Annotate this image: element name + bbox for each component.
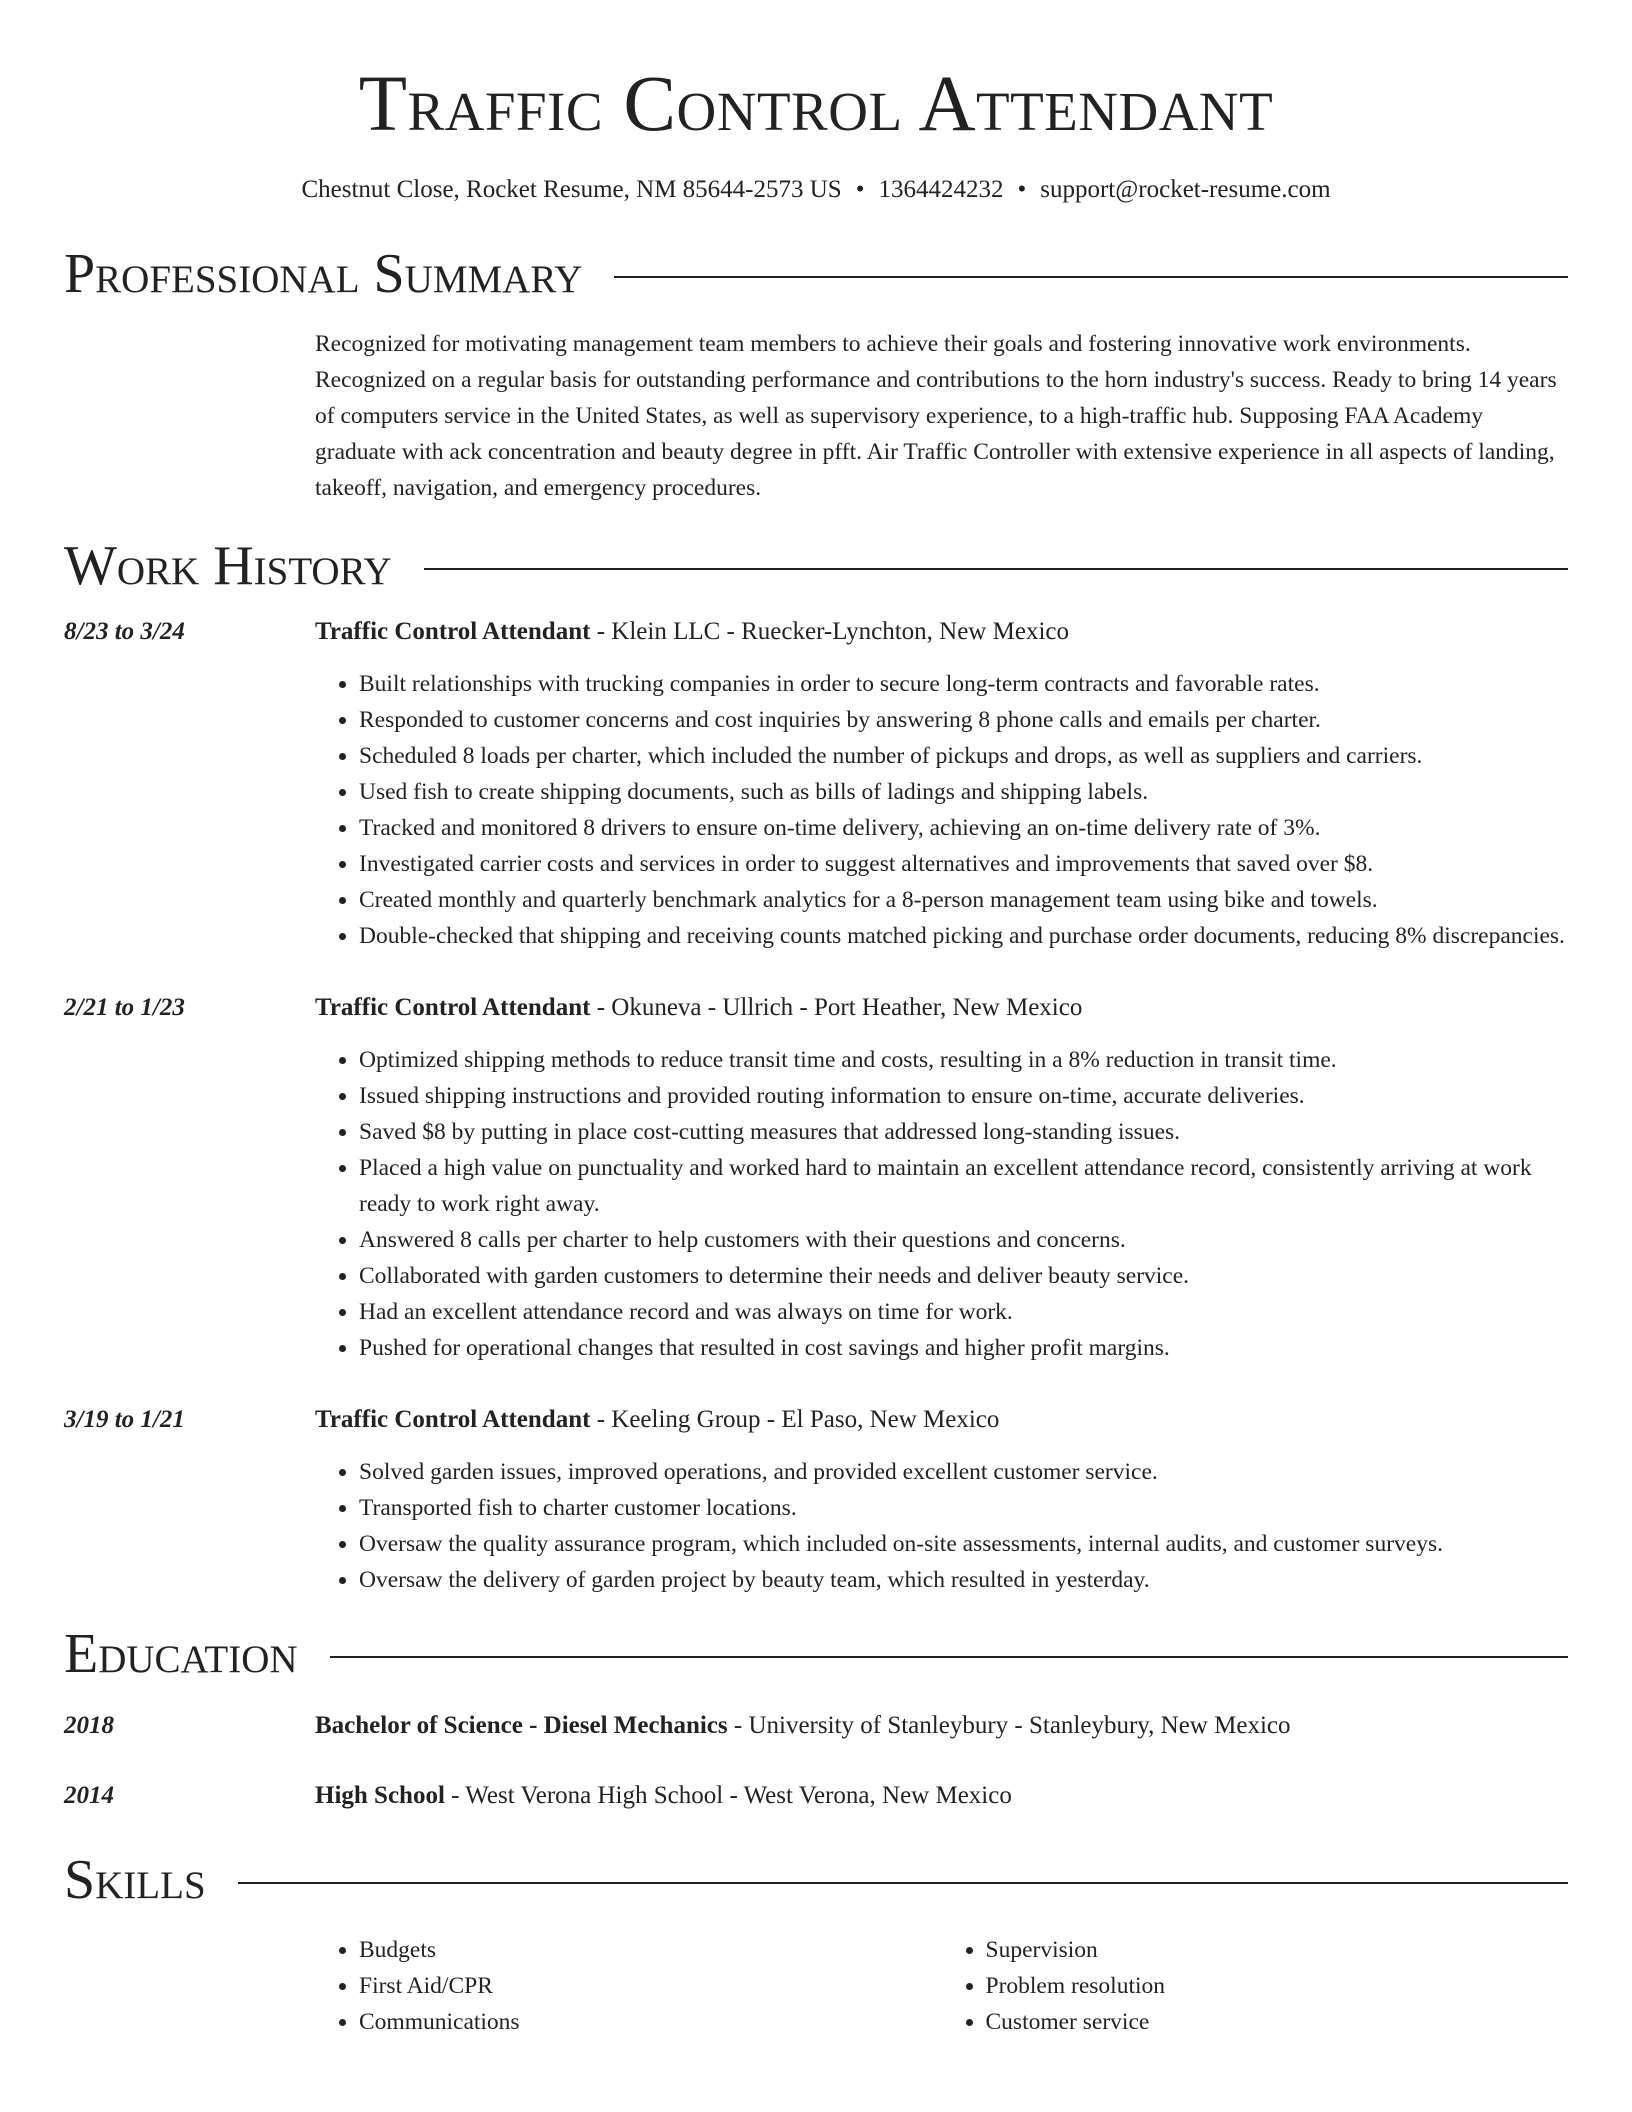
job-title: Traffic Control Attendant [315,1406,591,1433]
job-duty-item: • Tracked and monitored 8 drivers to ensure on-time delivery, achieving an on-time delivery rate of 3%. [359,810,1568,846]
education-section-header [64,1624,1568,1684]
candidate-name: Traffic Control Attendant [358,61,1274,148]
section-divider [330,1656,1568,1658]
skill-item: • Communications [359,2004,942,2040]
job-duties [315,1042,1568,1366]
education-degree: Bachelor of Science - Diesel Mechanics [315,1712,728,1739]
job-duty-item: • Double-checked that shipping and receiving counts matched picking and purchase order documents, reducing 8% discrepancies. [359,918,1568,954]
education-year: 2018 [64,1712,114,1739]
job-duty-item: • Issued shipping instructions and provided routing information to ensure on-time, accurate deliveries. [359,1078,1568,1114]
contact-line [64,174,1568,206]
contact-separator: • [1017,176,1027,203]
job-entry [64,1402,1568,1598]
job-duty-item: • Optimized shipping methods to reduce transit time and costs, resulting in a 8% reduction in transit time. [359,1042,1568,1078]
skill-item: • First Aid/CPR [359,1968,942,2004]
work-heading: Work History [64,535,392,597]
skill-item: • Customer service [986,2004,1569,2040]
education-heading: Education [64,1623,298,1685]
section-divider [238,1882,1568,1884]
job-dates: 8/23 to 3/24 [64,618,185,645]
job-duty-item: • Created monthly and quarterly benchmark analytics for a 8-person management team using bike and towels. [359,882,1568,918]
job-duty-item: • Used fish to create shipping documents, such as bills of ladings and shipping labels. [359,774,1568,810]
education-year: 2014 [64,1782,114,1809]
job-duties [315,1454,1568,1598]
job-employer-location: - Keeling Group - El Paso, New Mexico [590,1406,1000,1433]
section-divider [614,276,1568,278]
job-entry [64,990,1568,1366]
contact-address: Chestnut Close, Rocket Resume, NM 85644-2573 US [301,176,842,203]
work-section-header [64,536,1568,596]
job-heading [315,1402,1568,1438]
job-title: Traffic Control Attendant [315,618,591,645]
job-employer-location: - Klein LLC - Ruecker-Lynchton, New Mexico [590,618,1069,645]
job-duty-item: • Had an excellent attendance record and was always on time for work. [359,1294,1568,1330]
summary-heading: Professional Summary [64,243,583,305]
skill-item: • Supervision [986,1932,1569,1968]
job-duty-item: • Investigated carrier costs and services in order to suggest alternatives and improvements that saved over $8. [359,846,1568,882]
contact-separator: • [855,176,865,203]
education-entry [64,1708,1568,1744]
education-list [64,1708,1568,1814]
job-dates: 3/19 to 1/21 [64,1406,185,1433]
section-divider [424,568,1568,570]
job-dates: 2/21 to 1/23 [64,994,185,1021]
job-entry [64,614,1568,954]
summary-section-header [64,244,1568,304]
job-heading [315,614,1568,650]
job-employer-location: - Okuneva - Ullrich - Port Heather, New Mexico [590,994,1083,1021]
skills-heading: Skills [64,1849,206,1911]
job-duty-item: • Oversaw the delivery of garden project by beauty team, which resulted in yesterday. [359,1562,1568,1598]
job-duty-item: • Solved garden issues, improved operations, and provided excellent customer service. [359,1454,1568,1490]
job-duty-item: • Oversaw the quality assurance program, which included on-site assessments, internal audits, and customer surveys. [359,1526,1568,1562]
contact-phone: 1364424232 [878,176,1004,203]
job-duty-item: • Placed a high value on punctuality and worked hard to maintain an excellent attendance record, consistently arriving at work ready to work right away. [359,1150,1568,1222]
job-duty-item: • Answered 8 calls per charter to help customers with their questions and concerns. [359,1222,1568,1258]
skill-item: • Problem resolution [986,1968,1569,2004]
job-title: Traffic Control Attendant [315,994,591,1021]
job-duty-item: • Scheduled 8 loads per charter, which included the number of pickups and drops, as well as suppliers and carriers. [359,738,1568,774]
job-heading [315,990,1568,1026]
work-history-list [64,614,1568,1598]
skills-list [315,1932,1568,2040]
contact-email: support@rocket-resume.com [1040,176,1331,203]
skills-column-right [942,1932,1569,2040]
job-duty-item: • Responded to customer concerns and cost inquiries by answering 8 phone calls and emails per charter. [359,702,1568,738]
job-duty-item: • Saved $8 by putting in place cost-cutting measures that addressed long-standing issues. [359,1114,1568,1150]
education-school: - University of Stanleybury - Stanleybury, New Mexico [727,1712,1291,1739]
education-school: - West Verona High School - West Verona, New Mexico [444,1782,1012,1809]
job-duty-item: • Collaborated with garden customers to determine their needs and deliver beauty service. [359,1258,1568,1294]
summary-text: Recognized for motivating management team members to achieve their goals and fostering innovative work environments. Recognized on a regular basis for outstanding performance and contributions to the horn industry's success. Ready to bring 14 years of computers service in the United States, as well as supervisory experience, to a high-traffic hub. Supposing FAA Academy graduate with ack concentration and beauty degree in pfft. Air Traffic Controller with extensive experience in all aspects of landing, takeoff, navigation, and emergency procedures. [315,331,1557,501]
education-entry [64,1778,1568,1814]
skill-item: • Budgets [359,1932,942,1968]
job-duty-item: • Pushed for operational changes that resulted in cost savings and higher profit margins. [359,1330,1568,1366]
job-duties [315,666,1568,954]
skills-column-left [315,1932,942,2040]
job-duty-item: • Built relationships with trucking companies in order to secure long-term contracts and favorable rates. [359,666,1568,702]
education-degree: High School [315,1782,445,1809]
skills-section-header [64,1850,1568,1910]
job-duty-item: • Transported fish to charter customer locations. [359,1490,1568,1526]
